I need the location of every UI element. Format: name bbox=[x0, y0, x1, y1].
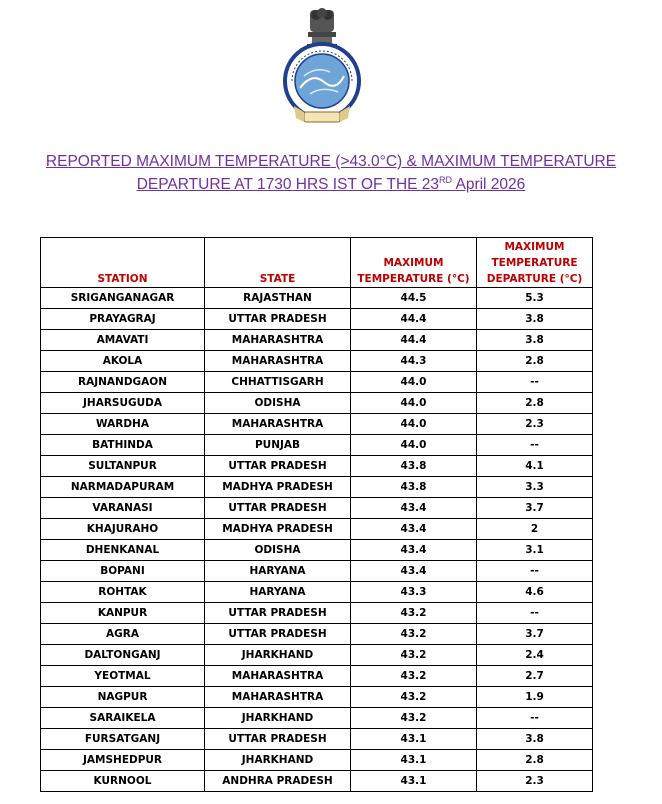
cell-departure: 2.8 bbox=[477, 750, 593, 771]
cell-state: UTTAR PRADESH bbox=[205, 729, 351, 750]
cell-state: CHHATTISGARH bbox=[205, 372, 351, 393]
cell-max-temp: 44.0 bbox=[351, 393, 477, 414]
table-row bbox=[41, 666, 593, 687]
cell-max-temp: 44.0 bbox=[351, 435, 477, 456]
cell-max-temp: 44.0 bbox=[351, 414, 477, 435]
cell-state: JHARKHAND bbox=[205, 645, 351, 666]
cell-state: ODISHA bbox=[205, 393, 351, 414]
cell-departure: 3.8 bbox=[477, 330, 593, 351]
table-row bbox=[41, 288, 593, 309]
table-row bbox=[41, 456, 593, 477]
cell-station: BATHINDA bbox=[41, 435, 205, 456]
cell-max-temp: 43.2 bbox=[351, 708, 477, 729]
cell-station: YEOTMAL bbox=[41, 666, 205, 687]
cell-state: MADHYA PRADESH bbox=[205, 477, 351, 498]
cell-departure: 2.4 bbox=[477, 645, 593, 666]
table-row bbox=[41, 309, 593, 330]
header-max-temp: MAXIMUM TEMPERATURE (°C) bbox=[351, 238, 477, 288]
cell-max-temp: 44.4 bbox=[351, 309, 477, 330]
cell-max-temp: 44.3 bbox=[351, 351, 477, 372]
cell-state: UTTAR PRADESH bbox=[205, 456, 351, 477]
emblem-icon bbox=[280, 6, 364, 126]
cell-max-temp: 44.4 bbox=[351, 330, 477, 351]
cell-station: SRIGANGANAGAR bbox=[41, 288, 205, 309]
cell-departure: 1.9 bbox=[477, 687, 593, 708]
cell-max-temp: 43.2 bbox=[351, 645, 477, 666]
cell-departure: 2.7 bbox=[477, 666, 593, 687]
cell-departure: 3.7 bbox=[477, 624, 593, 645]
cell-station: FURSATGANJ bbox=[41, 729, 205, 750]
cell-max-temp: 43.1 bbox=[351, 771, 477, 792]
cell-state: UTTAR PRADESH bbox=[205, 498, 351, 519]
table-row bbox=[41, 750, 593, 771]
table-row bbox=[41, 330, 593, 351]
cell-state: PUNJAB bbox=[205, 435, 351, 456]
cell-departure: 2.3 bbox=[477, 414, 593, 435]
cell-departure: -- bbox=[477, 603, 593, 624]
table-header-row bbox=[41, 238, 593, 288]
table-row bbox=[41, 603, 593, 624]
cell-station: AKOLA bbox=[41, 351, 205, 372]
cell-state: UTTAR PRADESH bbox=[205, 603, 351, 624]
imd-emblem-logo bbox=[280, 6, 364, 126]
cell-departure: -- bbox=[477, 435, 593, 456]
cell-station: AMAVATI bbox=[41, 330, 205, 351]
table-row bbox=[41, 624, 593, 645]
table-row bbox=[41, 561, 593, 582]
table-row bbox=[41, 498, 593, 519]
cell-departure: 2.8 bbox=[477, 351, 593, 372]
cell-state: HARYANA bbox=[205, 561, 351, 582]
cell-departure: 3.8 bbox=[477, 729, 593, 750]
cell-station: BOPANI bbox=[41, 561, 205, 582]
table-row bbox=[41, 435, 593, 456]
cell-departure: 4.6 bbox=[477, 582, 593, 603]
cell-state: MAHARASHTRA bbox=[205, 351, 351, 372]
cell-state: JHARKHAND bbox=[205, 750, 351, 771]
cell-max-temp: 43.2 bbox=[351, 666, 477, 687]
cell-state: UTTAR PRADESH bbox=[205, 624, 351, 645]
cell-station: KURNOOL bbox=[41, 771, 205, 792]
temperature-table bbox=[40, 237, 593, 792]
cell-station: RAJNANDGAON bbox=[41, 372, 205, 393]
table-row bbox=[41, 414, 593, 435]
table-row bbox=[41, 582, 593, 603]
table-row bbox=[41, 645, 593, 666]
title-superscript: RD bbox=[439, 174, 453, 185]
cell-station: AGRA bbox=[41, 624, 205, 645]
cell-station: KHAJURAHO bbox=[41, 519, 205, 540]
cell-state: ODISHA bbox=[205, 540, 351, 561]
cell-departure: 2 bbox=[477, 519, 593, 540]
report-title bbox=[0, 150, 662, 196]
cell-state: RAJASTHAN bbox=[205, 288, 351, 309]
cell-state: JHARKHAND bbox=[205, 708, 351, 729]
cell-station: SULTANPUR bbox=[41, 456, 205, 477]
cell-max-temp: 44.0 bbox=[351, 372, 477, 393]
header-state: STATE bbox=[205, 238, 351, 288]
cell-state: MAHARASHTRA bbox=[205, 666, 351, 687]
header-departure: MAXIMUM TEMPERATURE DEPARTURE (°C) bbox=[477, 238, 593, 288]
cell-max-temp: 44.5 bbox=[351, 288, 477, 309]
cell-departure: 2.3 bbox=[477, 771, 593, 792]
cell-departure: 3.1 bbox=[477, 540, 593, 561]
cell-station: KANPUR bbox=[41, 603, 205, 624]
cell-max-temp: 43.4 bbox=[351, 519, 477, 540]
title-line-2-post: April 2026 bbox=[452, 176, 526, 193]
cell-max-temp: 43.2 bbox=[351, 624, 477, 645]
title-line-1: REPORTED MAXIMUM TEMPERATURE (>43.0°C) & MAXIMUM TEMPERATURE bbox=[45, 153, 617, 170]
table-row bbox=[41, 771, 593, 792]
cell-max-temp: 43.8 bbox=[351, 477, 477, 498]
table-row bbox=[41, 393, 593, 414]
cell-station: DHENKANAL bbox=[41, 540, 205, 561]
cell-station: WARDHA bbox=[41, 414, 205, 435]
table-row bbox=[41, 687, 593, 708]
cell-station: ROHTAK bbox=[41, 582, 205, 603]
cell-max-temp: 43.1 bbox=[351, 729, 477, 750]
cell-station: PRAYAGRAJ bbox=[41, 309, 205, 330]
cell-max-temp: 43.3 bbox=[351, 582, 477, 603]
cell-state: MADHYA PRADESH bbox=[205, 519, 351, 540]
cell-departure: 3.3 bbox=[477, 477, 593, 498]
cell-max-temp: 43.1 bbox=[351, 750, 477, 771]
cell-station: SARAIKELA bbox=[41, 708, 205, 729]
table-row bbox=[41, 351, 593, 372]
cell-state: HARYANA bbox=[205, 582, 351, 603]
cell-state: MAHARASHTRA bbox=[205, 687, 351, 708]
cell-max-temp: 43.2 bbox=[351, 603, 477, 624]
table-row bbox=[41, 477, 593, 498]
cell-station: JAMSHEDPUR bbox=[41, 750, 205, 771]
cell-max-temp: 43.8 bbox=[351, 456, 477, 477]
cell-departure: 4.1 bbox=[477, 456, 593, 477]
table-row bbox=[41, 729, 593, 750]
cell-departure: 5.3 bbox=[477, 288, 593, 309]
cell-departure: 2.8 bbox=[477, 393, 593, 414]
cell-max-temp: 43.4 bbox=[351, 540, 477, 561]
title-line-2-pre: DEPARTURE AT 1730 HRS IST OF THE 23 bbox=[136, 176, 440, 193]
cell-state: UTTAR PRADESH bbox=[205, 309, 351, 330]
table-row bbox=[41, 519, 593, 540]
cell-station: NARMADAPURAM bbox=[41, 477, 205, 498]
cell-max-temp: 43.2 bbox=[351, 687, 477, 708]
table-row bbox=[41, 540, 593, 561]
cell-max-temp: 43.4 bbox=[351, 498, 477, 519]
cell-departure: -- bbox=[477, 708, 593, 729]
table-row bbox=[41, 372, 593, 393]
cell-station: NAGPUR bbox=[41, 687, 205, 708]
cell-state: MAHARASHTRA bbox=[205, 330, 351, 351]
cell-station: JHARSUGUDA bbox=[41, 393, 205, 414]
header-station: STATION bbox=[41, 238, 205, 288]
cell-state: ANDHRA PRADESH bbox=[205, 771, 351, 792]
table-row bbox=[41, 708, 593, 729]
cell-max-temp: 43.4 bbox=[351, 561, 477, 582]
cell-state: MAHARASHTRA bbox=[205, 414, 351, 435]
cell-departure: 3.7 bbox=[477, 498, 593, 519]
cell-station: DALTONGANJ bbox=[41, 645, 205, 666]
cell-station: VARANASI bbox=[41, 498, 205, 519]
cell-departure: -- bbox=[477, 372, 593, 393]
title-line-2 bbox=[0, 173, 662, 196]
cell-departure: -- bbox=[477, 561, 593, 582]
cell-departure: 3.8 bbox=[477, 309, 593, 330]
